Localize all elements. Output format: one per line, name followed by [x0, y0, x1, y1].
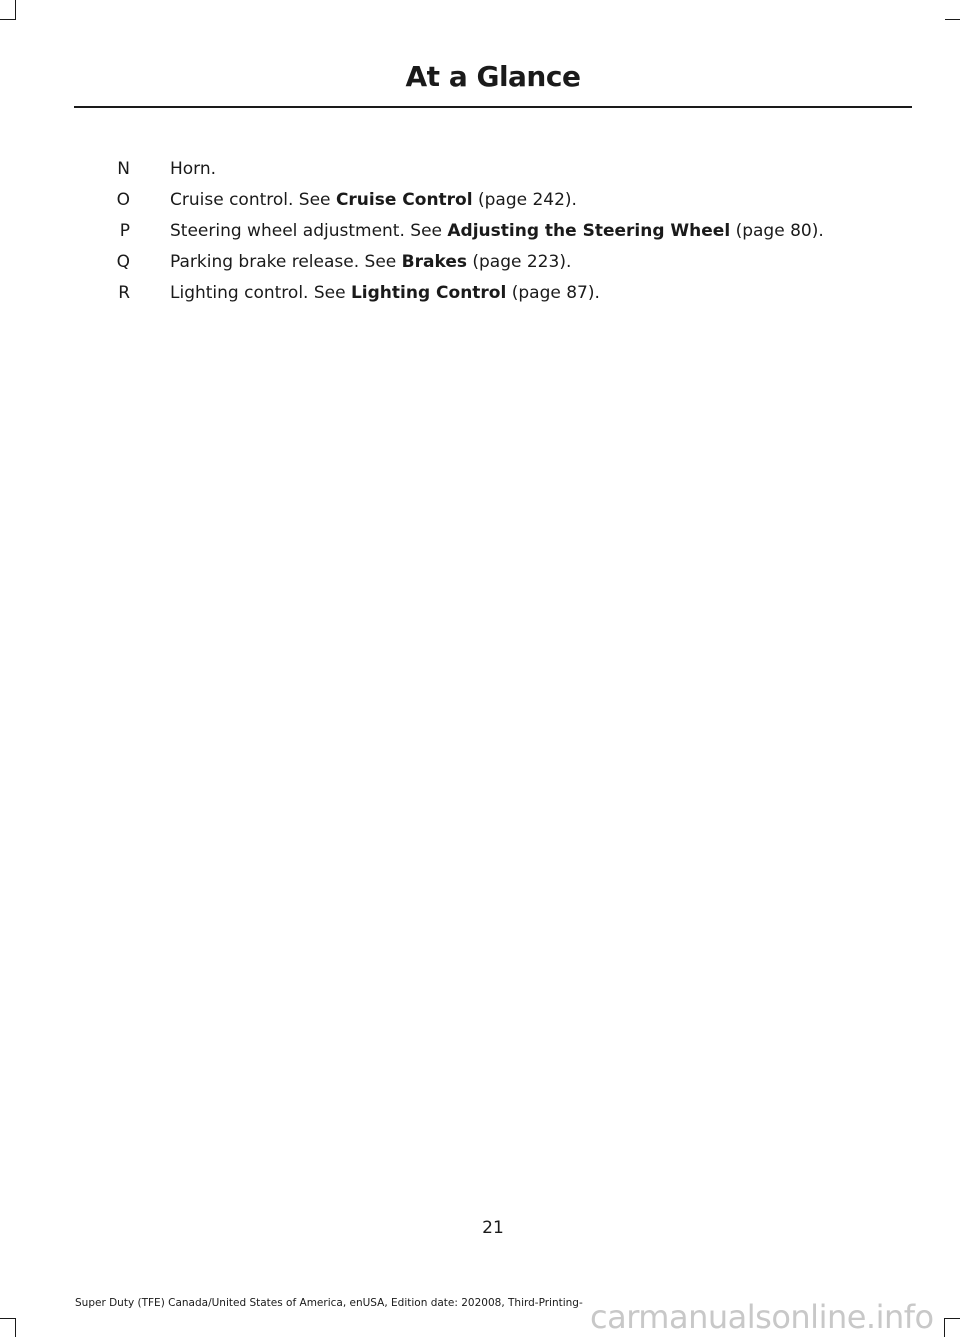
- list-item: [0, 247, 960, 278]
- page-number: 21: [482, 1218, 504, 1238]
- item-description: [170, 154, 216, 185]
- edition-footer: Super Duty (TFE) Canada/United States of America, enUSA, Edition date: 202008, Third-Printing-: [75, 1297, 583, 1309]
- item-description: [170, 185, 577, 216]
- cross-reference-link[interactable]: Cruise Control: [335, 190, 473, 210]
- page-title: At a Glance: [405, 60, 581, 93]
- title-divider: [74, 106, 912, 108]
- item-text: Parking brake release. See: [170, 252, 402, 272]
- crop-mark-bottom-left-horizontal: [0, 1318, 16, 1319]
- item-page-ref: (page 223).: [466, 252, 572, 272]
- watermark: carmanualsonline.info: [590, 1298, 934, 1336]
- crop-mark-top-left-horizontal: [0, 19, 16, 20]
- item-letter: P: [119, 221, 130, 241]
- cross-reference-link[interactable]: Adjusting the Steering Wheel: [447, 221, 731, 241]
- item-letter: R: [118, 283, 130, 303]
- cross-reference-link[interactable]: Brakes: [401, 252, 467, 272]
- crop-mark-bottom-right-horizontal: [944, 1318, 960, 1319]
- item-page-ref: (page 87).: [506, 283, 600, 303]
- list-item: [0, 216, 960, 247]
- list-item: [0, 278, 960, 309]
- item-letter: N: [117, 159, 130, 179]
- item-text: Steering wheel adjustment. See: [170, 221, 448, 241]
- list-item: [0, 154, 960, 185]
- item-page-ref: (page 80).: [730, 221, 824, 241]
- item-text: Horn.: [170, 159, 217, 179]
- item-text: Lighting control. See: [170, 283, 351, 303]
- crop-mark-bottom-right-vertical: [944, 1318, 945, 1337]
- item-description: [170, 278, 600, 309]
- list-item: [0, 185, 960, 216]
- item-description: [170, 216, 824, 247]
- item-text: Cruise control. See: [170, 190, 336, 210]
- cross-reference-link[interactable]: Lighting Control: [350, 283, 507, 303]
- item-page-ref: (page 242).: [472, 190, 577, 210]
- crop-mark-top-right-horizontal: [945, 19, 960, 20]
- item-letter: Q: [116, 252, 130, 272]
- item-description: [170, 247, 571, 278]
- crop-mark-top-left-vertical: [15, 0, 16, 20]
- callout-list: [0, 154, 960, 309]
- crop-mark-bottom-left-vertical: [15, 1318, 16, 1337]
- item-letter: O: [116, 190, 130, 210]
